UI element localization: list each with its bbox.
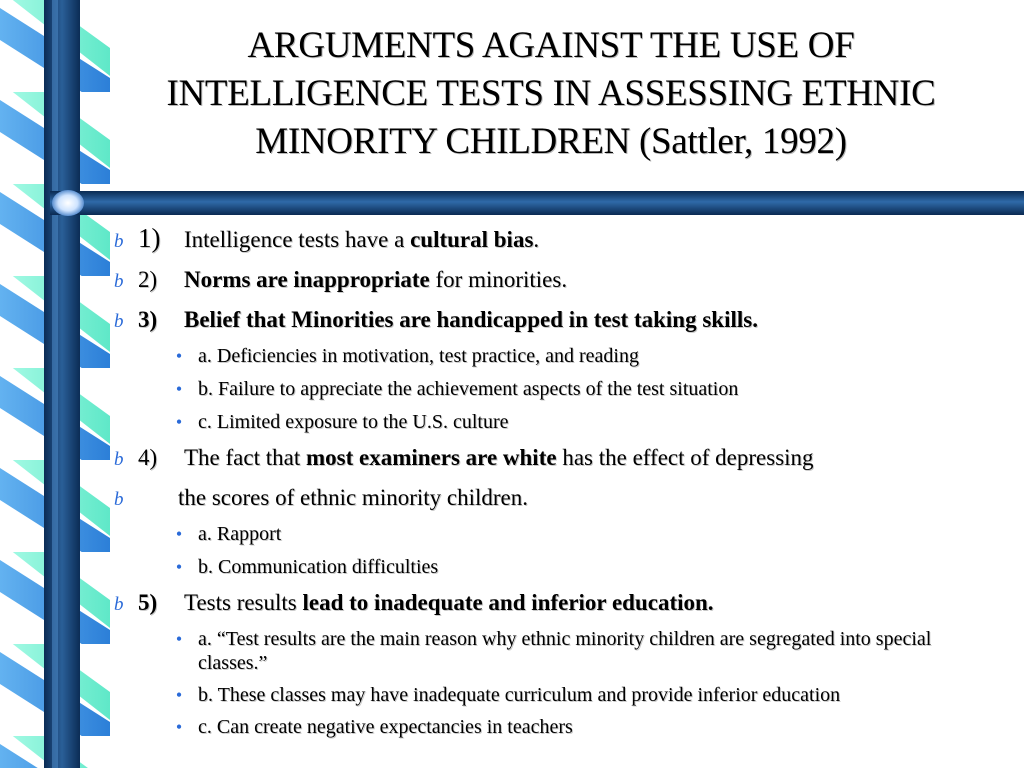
sub-bullet-icon: • [175,412,183,432]
list-item-2 [114,266,994,296]
item-text: Intelligence tests have a cultural bias. [184,227,540,252]
item-text: the scores of ethnic minority children. [178,485,529,510]
sub-item: • b. Failure to appreciate the achievement aspects of the test situation [114,377,994,401]
item-emphasis: lead to inadequate and inferior education. [302,590,714,615]
item-number: 2) [138,267,158,292]
bullet-icon: b [114,271,124,292]
item-emphasis: most examiners are white [305,445,557,470]
sub-bullet-icon: • [175,524,183,544]
sub-item: • a. Deficiencies in motivation, test practice, and reading [114,344,994,368]
slide-title [120,22,982,166]
item-text: Norms are inappropriate for minorities. [184,267,568,292]
bullet-icon: b [114,489,124,510]
list-item-1 [114,224,994,256]
divider-knob [52,190,84,216]
sub-item: • a. “Test results are the main reason why ethnic minority children are segregated into special classes.” [114,627,994,675]
sub-item: • a. Rapport [114,522,994,546]
decorative-ribbon [0,0,110,768]
item-emphasis: Belief that Minorities are handicapped in test taking skills. [184,307,758,332]
list-item-3 [114,306,994,336]
list-item-5 [114,589,994,619]
item-number: 1) [138,223,161,253]
item-number: 3) [138,307,158,332]
item-text: Tests results lead to inadequate and inferior education. [184,590,714,615]
sub-item: • b. These classes may have inadequate curriculum and provide inferior education [114,683,994,707]
item-text [184,306,994,334]
title-line-1: ARGUMENTS AGAINST THE USE OF [247,25,855,66]
item-number: 5) [138,590,158,615]
title-line-3: MINORITY CHILDREN (Sattler, 1992) [255,121,847,162]
sub-bullet-icon: • [175,346,183,366]
divider-bar [50,188,1024,218]
list-item-4-continued [114,484,994,514]
sub-item: • c. Limited exposure to the U.S. culture [114,410,994,434]
sub-item: • b. Communication difficulties [114,555,994,579]
bullet-icon: b [114,311,124,332]
list-item-4 [114,444,994,474]
sub-bullet-icon: • [175,629,183,649]
item-emphasis: cultural bias [410,227,534,252]
title-line-2: INTELLIGENCE TESTS IN ASSESSING ETHNIC [166,73,936,114]
sub-bullet-icon: • [175,685,183,705]
sub-bullet-icon: • [175,557,183,577]
bullet-icon: b [114,231,124,252]
bullet-list [114,224,994,739]
item-number: 4) [138,445,158,470]
bullet-icon: b [114,594,124,615]
sub-bullet-icon: • [175,379,183,399]
sub-item: • c. Can create negative expectancies in teachers [114,715,994,739]
divider-graphic [50,188,1024,218]
item-text: The fact that most examiners are white has the effect of depressing [184,445,814,470]
bullet-icon: b [114,449,124,470]
sub-bullet-icon: • [175,717,183,737]
ribbon-graphic [0,0,110,768]
item-emphasis: Norms are inappropriate [184,267,430,292]
